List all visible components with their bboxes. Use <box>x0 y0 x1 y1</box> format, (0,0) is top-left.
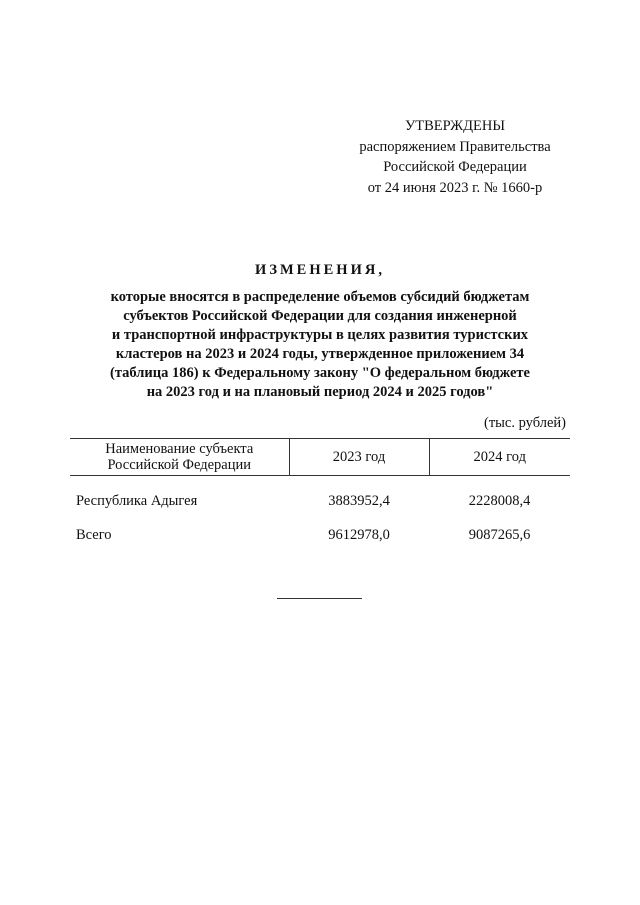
row-value-2023: 3883952,4 <box>328 492 390 509</box>
approval-country: Российской Федерации <box>383 159 527 175</box>
column-header-2024: 2024 год <box>429 439 570 476</box>
approval-authority: распоряжением Правительства <box>359 138 551 155</box>
table-row <box>70 476 570 519</box>
row-subject-name: Республика Адыгея <box>76 492 198 509</box>
end-divider <box>277 598 362 599</box>
table-header-row <box>70 439 570 476</box>
column-header-subject <box>70 439 289 476</box>
column-header-subject-line1: Наименование субъекта <box>105 441 254 457</box>
subtitle-line: субъектов Российской Федерации для создания инженерной <box>123 308 517 324</box>
row-value-2024: 2228008,4 <box>468 492 531 509</box>
approval-date-number: от 24 июня 2023 г. № 1660-р <box>367 179 543 196</box>
document-title: ИЗМЕНЕНИЯ, <box>255 262 385 278</box>
row-total-2024: 9087265,6 <box>468 526 531 543</box>
subtitle-line: (таблица 186) к Федеральному закону "О федеральном бюджете <box>110 365 530 381</box>
subtitle-line: и транспортной инфраструктуры в целях развития туристских <box>111 327 529 343</box>
column-header-subject-line2: Российской Федерации <box>107 457 252 473</box>
subtitle-line: кластеров на 2023 и 2024 годы, утвержденное приложением 34 <box>115 346 525 362</box>
row-total-2023: 9612978,0 <box>328 526 390 543</box>
units-label: (тыс. рублей) <box>484 415 566 431</box>
column-header-2023: 2023 год <box>289 439 429 476</box>
document-subtitle <box>60 288 580 402</box>
subtitle-line: которые вносятся в распределение объемов субсидий бюджетам <box>110 289 530 305</box>
subsidy-table <box>70 438 570 552</box>
table-row-total <box>70 518 570 552</box>
approval-block <box>330 116 580 198</box>
row-total-label: Всего <box>76 526 112 543</box>
approval-heading: УТВЕРЖДЕНЫ <box>404 118 506 134</box>
subtitle-line: на 2023 год и на плановый период 2024 и 2025 годов" <box>146 384 494 400</box>
